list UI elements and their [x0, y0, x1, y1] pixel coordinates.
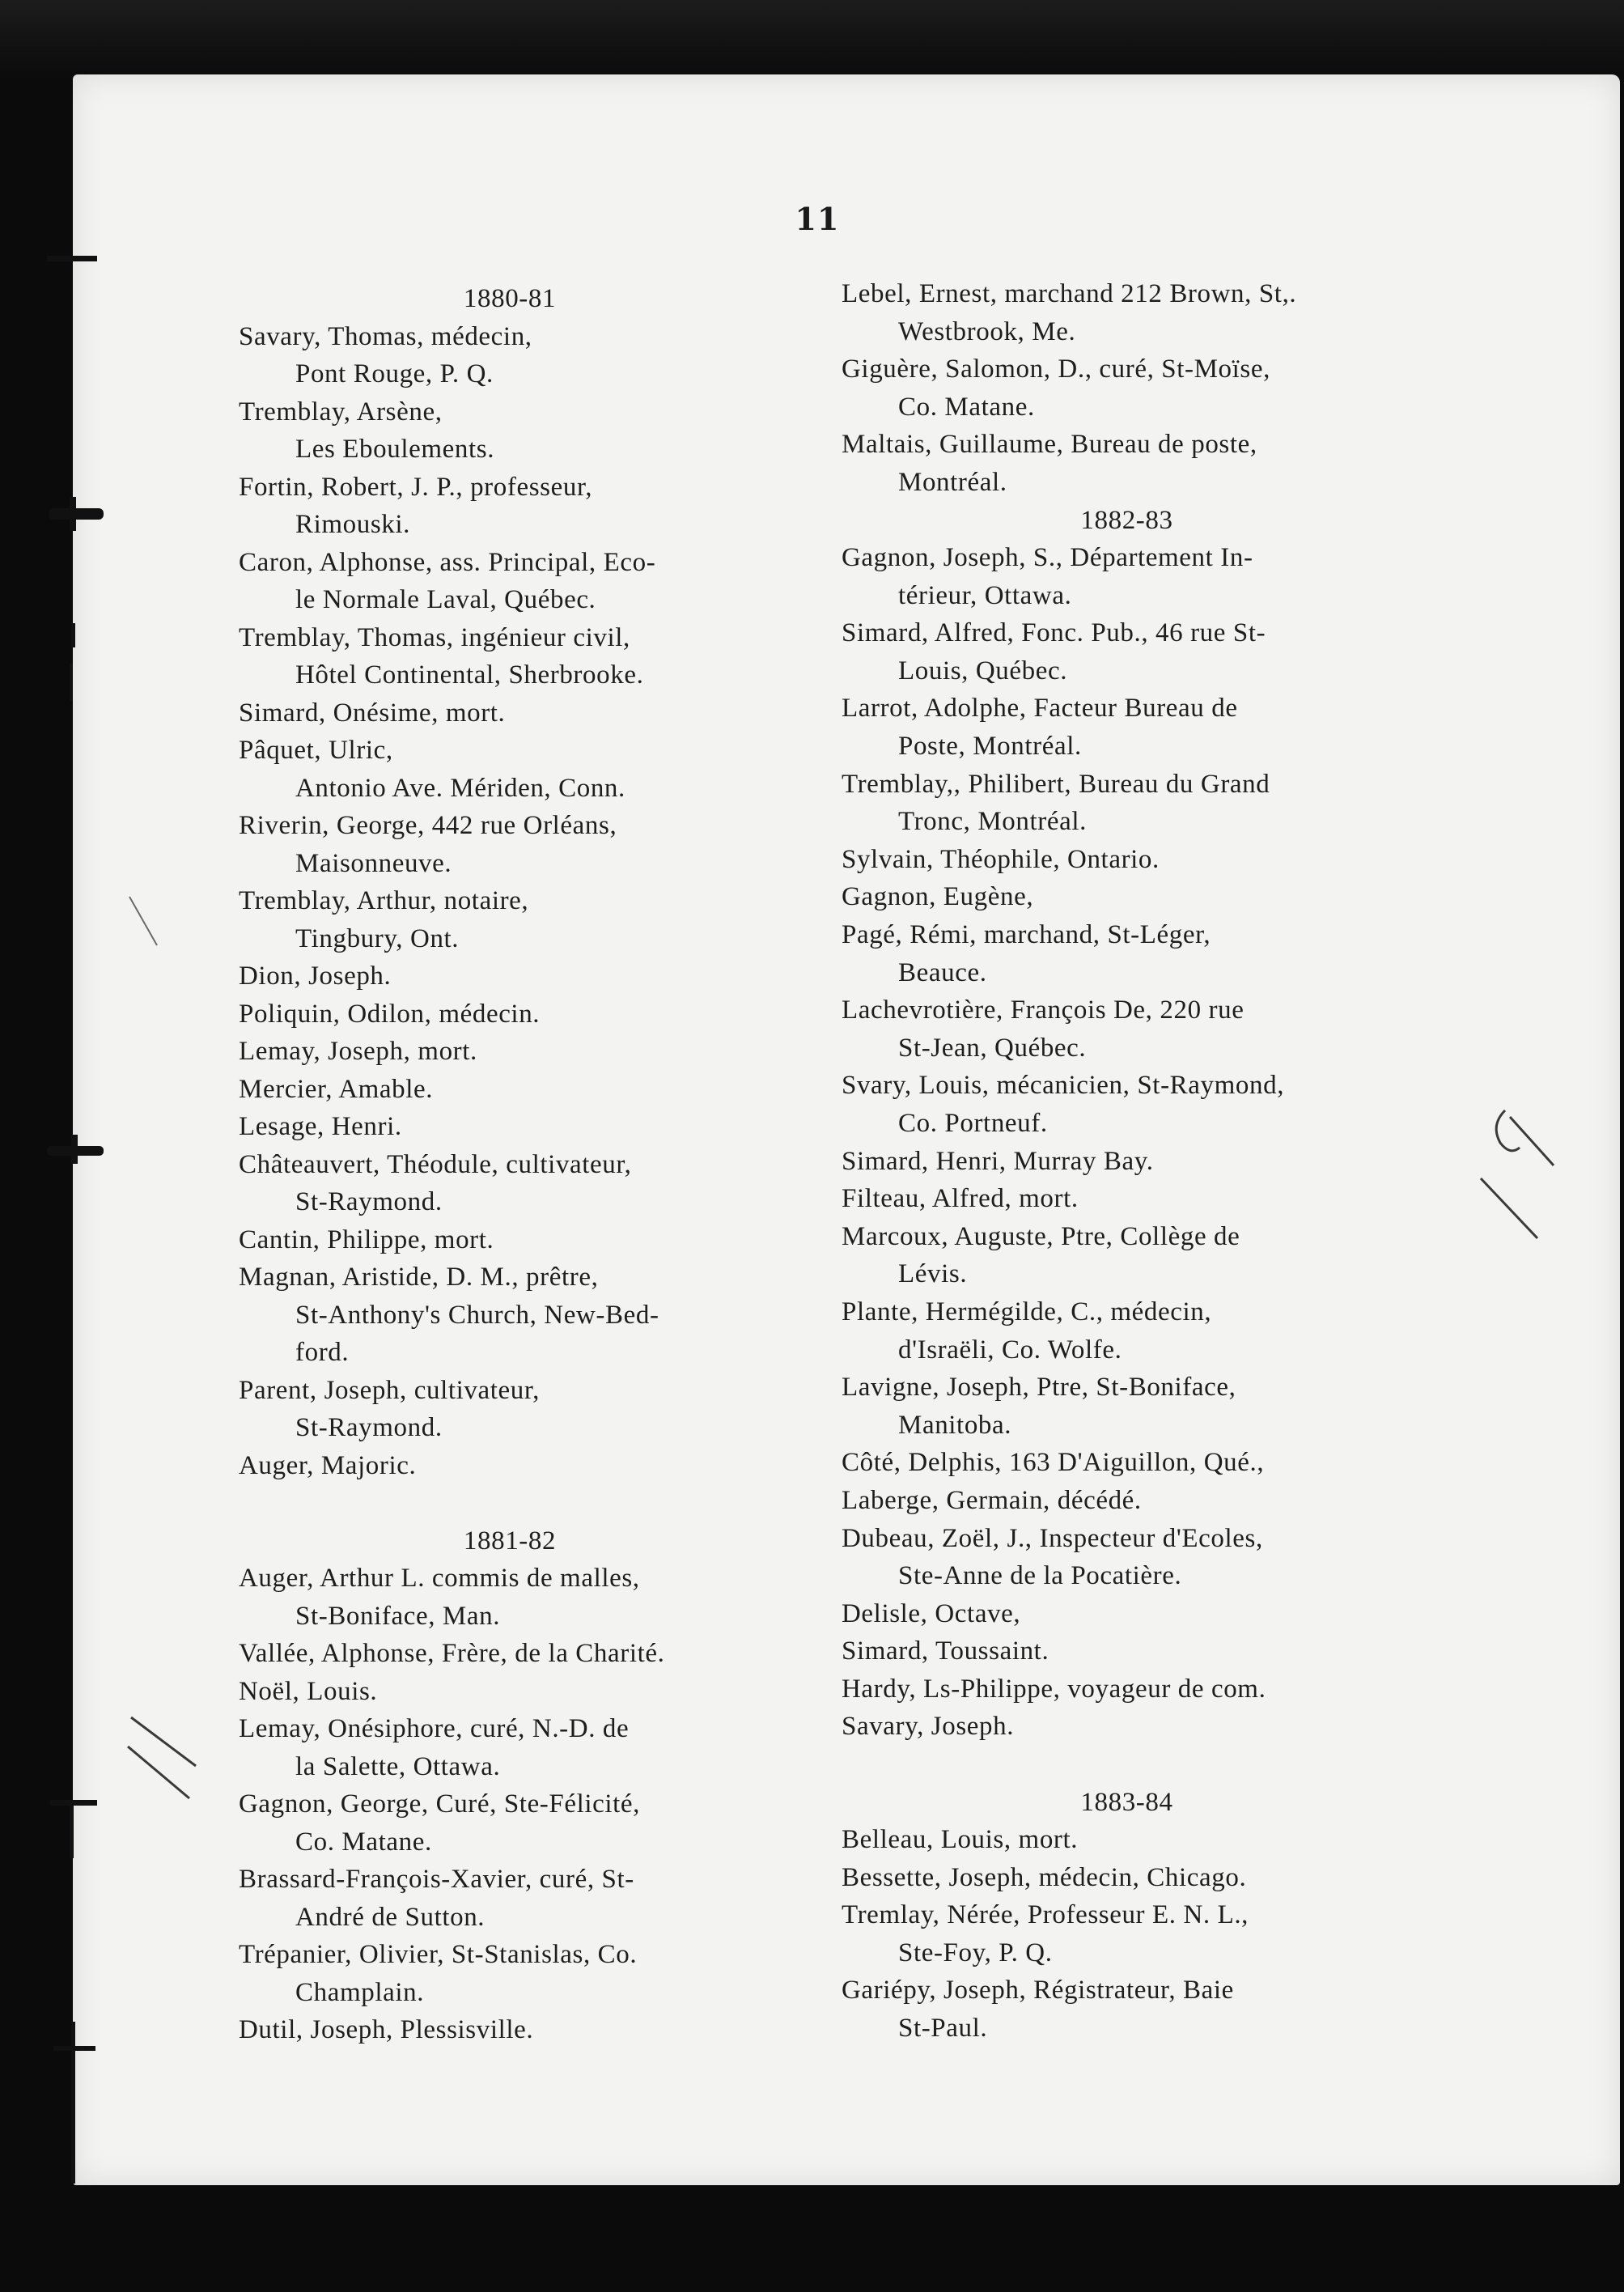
entry-name-line: Savary, Thomas, médecin,: [239, 321, 532, 351]
list-item: [239, 2011, 805, 2049]
entry-name-line: Gariépy, Joseph, Régistrateur, Baie: [842, 1976, 1234, 2005]
entry-continuation-line: St-Boniface, Man.: [295, 1601, 501, 1631]
entry-list: [239, 318, 805, 1485]
entry-name-line: Mercier, Amable.: [239, 1074, 434, 1104]
section-year-heading: 1882-83: [1080, 505, 1173, 535]
list-item: [239, 1936, 805, 2011]
list-item: [842, 1218, 1412, 1293]
list-item: [842, 690, 1412, 765]
entry-continuation-line: Antonio Ave. Mériden, Conn.: [295, 773, 625, 803]
entry-name-line: Cantin, Philippe, mort.: [239, 1225, 494, 1254]
list-item: [842, 878, 1412, 916]
section-gap: [239, 1484, 805, 1522]
list-item: [239, 1108, 805, 1146]
entry-name-line: Tremblay,, Philibert, Bureau du Grand: [842, 769, 1270, 799]
entry-continuation-line: Manitoba.: [898, 1410, 1012, 1440]
entry-name-line: Marcoux, Auguste, Ptre, Collège de: [842, 1221, 1240, 1251]
entry-name-line: Brassard-François-Xavier, curé, St-: [239, 1865, 634, 1894]
entry-continuation-line: Ste-Foy, P. Q.: [898, 1938, 1053, 1967]
entry-name-line: Maltais, Guillaume, Bureau de poste,: [842, 430, 1257, 460]
list-item: [842, 1632, 1412, 1670]
margin-mark: [70, 664, 73, 701]
entry-name-line: Fortin, Robert, J. P., professeur,: [239, 472, 593, 502]
section-year-heading: 1883-84: [1080, 1787, 1173, 1817]
list-item: [842, 275, 1412, 350]
section-year-heading: 1880-81: [463, 284, 557, 313]
list-item: [239, 1071, 805, 1109]
entry-name-line: Simard, Henri, Murray Bay.: [842, 1146, 1154, 1176]
list-item: [239, 1146, 805, 1221]
entry-name-line: Simard, Onésime, mort.: [239, 698, 506, 728]
list-item: [842, 1444, 1412, 1482]
entry-continuation-line: St-Anthony's Church, New-Bed-: [295, 1300, 659, 1330]
list-item: [239, 469, 805, 544]
list-item: [239, 1372, 805, 1447]
page-number: 11: [795, 201, 840, 237]
entry-list: [239, 1560, 805, 2049]
entry-continuation-line: St-Paul.: [898, 2014, 988, 2044]
list-item: [842, 426, 1412, 501]
list-item: [239, 1861, 805, 1936]
entry-continuation-line: André de Sutton.: [295, 1902, 486, 1932]
margin-mark: [71, 623, 75, 647]
entry-continuation-line: d'Israëli, Co. Wolfe.: [898, 1335, 1122, 1365]
list-item: [239, 1258, 805, 1372]
entry-continuation-line: ford.: [295, 1338, 350, 1367]
list-item: [842, 1595, 1412, 1633]
list-item: [842, 1520, 1412, 1595]
list-item: [842, 1859, 1412, 1897]
list-item: [842, 1143, 1412, 1181]
entry-name-line: Simard, Alfred, Fonc. Pub., 46 rue St-: [842, 618, 1266, 648]
entry-name-line: Lavigne, Joseph, Ptre, St-Boniface,: [842, 1373, 1236, 1403]
entry-name-line: Delisle, Octave,: [842, 1598, 1021, 1628]
entry-name-line: Parent, Joseph, cultivateur,: [239, 1375, 540, 1405]
list-item: [842, 1293, 1412, 1369]
entry-name-line: Lachevrotière, François De, 220 rue: [842, 995, 1245, 1025]
list-item: [842, 841, 1412, 879]
entry-continuation-line: Maisonneuve.: [295, 848, 452, 878]
entry-name-line: Savary, Joseph.: [842, 1712, 1015, 1742]
entry-continuation-line: la Salette, Ottawa.: [295, 1751, 501, 1781]
list-item: [842, 991, 1412, 1067]
list-item: [842, 916, 1412, 991]
entry-continuation-line: Westbrook, Me.: [898, 316, 1076, 346]
list-item: [842, 1896, 1412, 1972]
scan-background: [0, 0, 1624, 81]
entry-name-line: Tremlay, Nérée, Professeur E. N. L.,: [842, 1900, 1249, 1930]
handwritten-margin-mark: [121, 890, 170, 955]
entry-name-line: Pagé, Rémi, marchand, St-Léger,: [842, 920, 1211, 949]
entry-continuation-line: le Normale Laval, Québec.: [295, 585, 596, 614]
entry-name-line: Tremblay, Arthur, notaire,: [239, 886, 529, 915]
entry-name-line: Filteau, Alfred, mort.: [842, 1184, 1079, 1214]
list-item: [239, 694, 805, 732]
list-item: [842, 1972, 1412, 2047]
entry-name-line: Auger, Arthur L. commis de malles,: [239, 1564, 640, 1593]
entry-continuation-line: Tingbury, Ont.: [295, 923, 460, 953]
entry-name-line: Dubeau, Zoël, J., Inspecteur d'Ecoles,: [842, 1523, 1263, 1553]
handwritten-margin-mark: [1473, 1101, 1570, 1246]
entry-continuation-line: St-Jean, Québec.: [898, 1033, 1087, 1063]
entry-continuation-line: St-Raymond.: [295, 1187, 443, 1216]
entry-name-line: Gagnon, Eugène,: [842, 882, 1034, 912]
entry-name-line: Giguère, Salomon, D., curé, St-Moïse,: [842, 354, 1270, 384]
entry-name-line: Svary, Louis, mécanicien, St-Raymond,: [842, 1071, 1285, 1101]
binding-margin: [0, 0, 113, 2292]
margin-mark: [71, 2022, 75, 2184]
entry-continuation-line: Hôtel Continental, Sherbrooke.: [295, 660, 644, 690]
entry-name-line: Châteauvert, Théodule, cultivateur,: [239, 1149, 632, 1179]
section-year-heading: 1881-82: [463, 1526, 557, 1556]
list-item: [842, 766, 1412, 841]
list-item: [239, 619, 805, 694]
entry-continuation-line: Co. Portneuf.: [898, 1108, 1048, 1138]
list-item: [239, 882, 805, 957]
entry-list: [842, 1821, 1412, 2048]
list-item: [239, 1033, 805, 1071]
list-item: [842, 1670, 1412, 1708]
list-item: [842, 539, 1412, 614]
entry-continuation-line: Poste, Montréal.: [898, 732, 1082, 762]
list-item: [842, 1482, 1412, 1520]
entry-continuation-line: Pont Rouge, P. Q.: [295, 359, 494, 388]
entry-name-line: Magnan, Aristide, D. M., prêtre,: [239, 1263, 599, 1292]
list-item: [842, 1067, 1412, 1142]
entry-name-line: Plante, Hermégilde, C., médecin,: [842, 1297, 1212, 1326]
section-gap: [842, 1746, 1412, 1784]
entry-continuation-line: Louis, Québec.: [898, 656, 1068, 685]
margin-mark: [70, 1802, 74, 1858]
entry-continuation-line: Beauce.: [898, 957, 987, 987]
entry-continuation-line: St-Raymond.: [295, 1413, 443, 1442]
list-item: [239, 1673, 805, 1711]
entry-name-line: Lemay, Joseph, mort.: [239, 1037, 477, 1066]
entry-continuation-line: Les Eboulements.: [295, 435, 495, 464]
list-item: [842, 1708, 1412, 1746]
entry-name-line: Pâquet, Ulric,: [239, 736, 393, 765]
entry-name-line: Riverin, George, 442 rue Orléans,: [239, 811, 617, 840]
entry-continuation-line: Montréal.: [898, 467, 1007, 497]
entry-continuation-line: Rimouski.: [295, 510, 411, 539]
list-item: [842, 350, 1412, 426]
handwritten-margin-mark: [121, 1708, 210, 1805]
entry-list: [842, 275, 1412, 502]
list-item: [239, 544, 805, 619]
entry-name-line: Bessette, Joseph, médecin, Chicago.: [842, 1862, 1247, 1892]
list-item: [239, 1447, 805, 1485]
list-item: [239, 995, 805, 1034]
entry-name-line: Caron, Alphonse, ass. Principal, Eco-: [239, 547, 656, 577]
list-item: [239, 1221, 805, 1259]
entry-list: [842, 539, 1412, 1746]
entry-name-line: Simard, Toussaint.: [842, 1636, 1049, 1666]
list-item: [239, 1710, 805, 1785]
entry-continuation-line: Co. Matane.: [898, 392, 1035, 422]
margin-mark: [70, 497, 76, 531]
entry-continuation-line: térieur, Ottawa.: [898, 580, 1072, 610]
entry-name-line: Laberge, Germain, décédé.: [842, 1485, 1142, 1515]
list-item: [842, 1821, 1412, 1859]
entry-continuation-line: Ste-Anne de la Pocatière.: [898, 1561, 1182, 1591]
entry-continuation-line: Champlain.: [295, 1977, 425, 2007]
margin-mark: [50, 1800, 97, 1806]
entry-name-line: Noël, Louis.: [239, 1676, 378, 1706]
entry-name-line: Vallée, Alphonse, Frère, de la Charité.: [239, 1639, 665, 1668]
entry-name-line: Larrot, Adolphe, Facteur Bureau de: [842, 694, 1238, 724]
list-item: [842, 614, 1412, 690]
entry-name-line: Tremblay, Thomas, ingénieur civil,: [239, 622, 630, 652]
list-item: [239, 318, 805, 393]
list-item: [842, 1180, 1412, 1218]
entry-name-line: Lesage, Henri.: [239, 1112, 402, 1141]
entry-name-line: Lebel, Ernest, marchand 212 Brown, St,.: [842, 279, 1297, 308]
left-column: [239, 280, 805, 2049]
entry-name-line: Lemay, Onésiphore, curé, N.-D. de: [239, 1714, 630, 1743]
list-item: [239, 1635, 805, 1673]
entry-name-line: Poliquin, Odilon, médecin.: [239, 999, 541, 1029]
list-item: [239, 393, 805, 469]
entry-name-line: Dion, Joseph.: [239, 961, 392, 991]
list-item: [239, 957, 805, 995]
entry-continuation-line: Tronc, Montréal.: [898, 807, 1087, 837]
entry-name-line: Auger, Majoric.: [239, 1450, 417, 1480]
entry-name-line: Tremblay, Arsène,: [239, 397, 443, 427]
list-item: [239, 732, 805, 807]
entry-name-line: Sylvain, Théophile, Ontario.: [842, 844, 1160, 874]
entry-name-line: Dutil, Joseph, Plessisville.: [239, 2015, 534, 2044]
entry-continuation-line: Co. Matane.: [295, 1827, 432, 1857]
margin-mark: [47, 256, 97, 261]
list-item: [239, 1560, 805, 1635]
entry-name-line: Gagnon, Joseph, S., Département In-: [842, 543, 1253, 573]
entry-name-line: Belleau, Louis, mort.: [842, 1825, 1079, 1855]
list-item: [239, 1785, 805, 1861]
entry-name-line: Côté, Delphis, 163 D'Aiguillon, Qué.,: [842, 1448, 1265, 1478]
list-item: [239, 807, 805, 882]
entry-name-line: Hardy, Ls-Philippe, voyageur de com.: [842, 1674, 1266, 1704]
entry-name-line: Trépanier, Olivier, St-Stanislas, Co.: [239, 1940, 638, 1969]
entry-name-line: Gagnon, George, Curé, Ste-Félicité,: [239, 1789, 641, 1819]
entry-continuation-line: Lévis.: [898, 1259, 968, 1289]
margin-mark: [71, 1135, 78, 1164]
right-column: [842, 275, 1412, 2048]
margin-mark: [49, 508, 104, 520]
list-item: [842, 1369, 1412, 1444]
